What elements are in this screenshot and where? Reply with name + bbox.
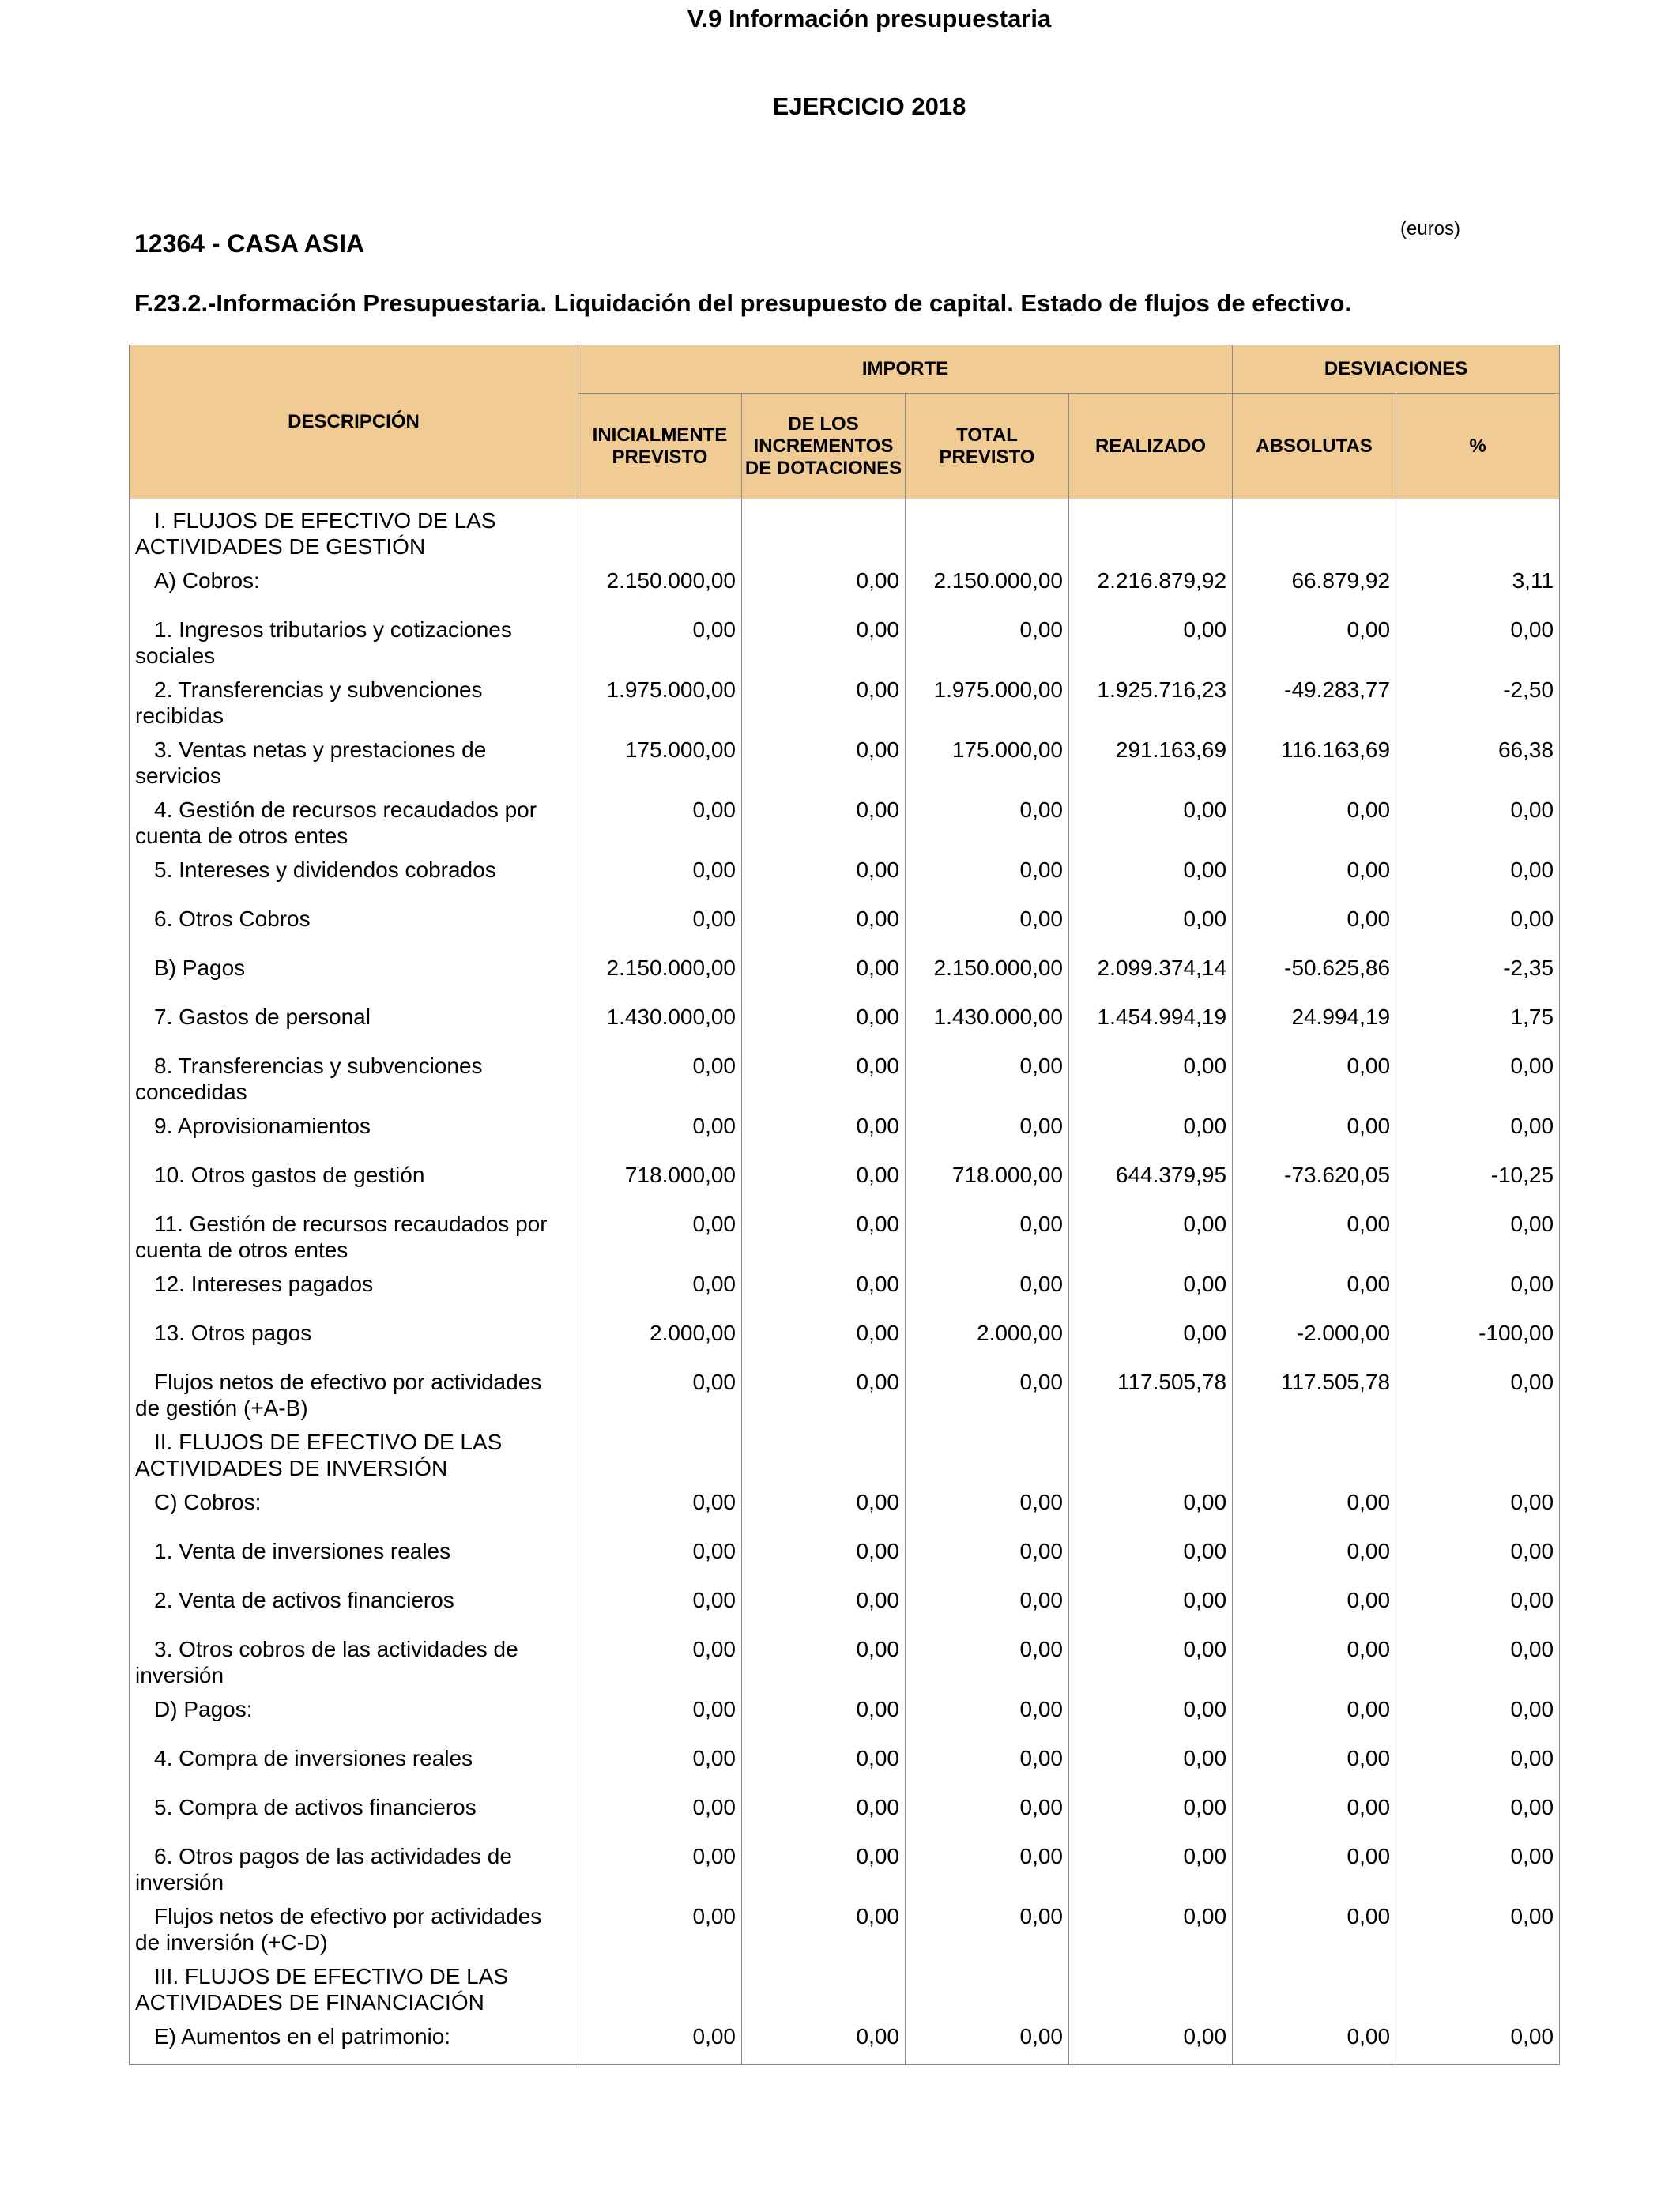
- cell-desviacion-porcentaje: 0,00: [1396, 1045, 1560, 1105]
- row-description-line: E) Aumentos en el patrimonio:: [154, 2024, 451, 2049]
- cell-inicialmente-previsto: 2.150.000,00: [578, 947, 742, 996]
- cell-desviacion-porcentaje: 3,11: [1396, 560, 1560, 609]
- cell-realizado: 0,00: [1069, 1312, 1233, 1361]
- cell-incrementos-dotaciones: 0,00: [742, 1737, 906, 1786]
- cell-realizado: 2.099.374,14: [1069, 947, 1233, 996]
- row-description-continuation: inversión: [135, 1663, 224, 1687]
- table-row: [130, 1312, 1560, 1361]
- cell-realizado: 291.163,69: [1069, 729, 1233, 789]
- cell-total-previsto: 1.975.000,00: [906, 669, 1069, 729]
- cell-inicialmente-previsto: 0,00: [578, 1579, 742, 1628]
- row-description-line: III. FLUJOS DE EFECTIVO DE LAS: [154, 1964, 509, 1989]
- cell-desviacion-absoluta: 0,00: [1233, 1688, 1396, 1737]
- cell-incrementos-dotaciones: 0,00: [742, 1688, 906, 1737]
- table-row: [130, 1579, 1560, 1628]
- header-realizado: REALIZADO: [1069, 394, 1233, 499]
- row-description-line: 6. Otros Cobros: [154, 907, 311, 931]
- row-description: [130, 1203, 578, 1263]
- cell-inicialmente-previsto: 0,00: [578, 1481, 742, 1530]
- cell-desviacion-absoluta: 0,00: [1233, 1203, 1396, 1263]
- cell-realizado: 0,00: [1069, 1105, 1233, 1154]
- header-descripcion: DESCRIPCIÓN: [130, 345, 578, 499]
- table-row: [130, 1688, 1560, 1737]
- row-description-line: Flujos netos de efectivo por actividades: [154, 1904, 542, 1928]
- cell-realizado: 0,00: [1069, 1688, 1233, 1737]
- row-description: [130, 898, 578, 947]
- cell-desviacion-porcentaje: 0,00: [1396, 1688, 1560, 1737]
- cell-desviacion-porcentaje: 0,00: [1396, 2015, 1560, 2065]
- table-row: [130, 2015, 1560, 2065]
- cell-inicialmente-previsto: 0,00: [578, 898, 742, 947]
- table-row: [130, 947, 1560, 996]
- table-row: [130, 1895, 1560, 1955]
- cell-desviacion-porcentaje: 0,00: [1396, 1628, 1560, 1688]
- cell-realizado: 0,00: [1069, 1579, 1233, 1628]
- table-header-row-groups: [130, 345, 1560, 394]
- row-description-line: 1. Ingresos tributarios y cotizaciones: [154, 617, 512, 642]
- table-row: [130, 1835, 1560, 1895]
- cell-desviacion-absoluta: 0,00: [1233, 898, 1396, 947]
- cell-desviacion-porcentaje: 0,00: [1396, 898, 1560, 947]
- cell-total-previsto: 175.000,00: [906, 729, 1069, 789]
- cell-total-previsto: 0,00: [906, 1786, 1069, 1835]
- cell-total-previsto: 0,00: [906, 1481, 1069, 1530]
- row-description-line: 6. Otros pagos de las actividades de: [154, 1844, 512, 1868]
- cell-incrementos-dotaciones: [742, 499, 906, 560]
- header-porcentaje: %: [1396, 394, 1560, 499]
- cell-total-previsto: 2.150.000,00: [906, 947, 1069, 996]
- cell-inicialmente-previsto: 0,00: [578, 2015, 742, 2065]
- row-description-line: 5. Compra de activos financieros: [154, 1795, 477, 1819]
- cell-desviacion-absoluta: 0,00: [1233, 1045, 1396, 1105]
- row-description-line: 3. Ventas netas y prestaciones de: [154, 737, 487, 762]
- table-row: [130, 560, 1560, 609]
- header-absolutas: ABSOLUTAS: [1233, 394, 1396, 499]
- cell-realizado: 0,00: [1069, 1895, 1233, 1955]
- row-description-continuation: recibidas: [135, 703, 224, 728]
- cell-desviacion-absoluta: 117.505,78: [1233, 1361, 1396, 1421]
- cell-realizado: 0,00: [1069, 1628, 1233, 1688]
- cell-desviacion-absoluta: 0,00: [1233, 1737, 1396, 1786]
- row-description: [130, 1421, 578, 1481]
- cell-inicialmente-previsto: 0,00: [578, 1895, 742, 1955]
- row-description: [130, 609, 578, 669]
- row-description: [130, 1361, 578, 1421]
- cell-incrementos-dotaciones: 0,00: [742, 1835, 906, 1895]
- row-description-continuation: sociales: [135, 643, 216, 668]
- row-description: [130, 1263, 578, 1312]
- row-description-line: 8. Transferencias y subvenciones: [154, 1054, 483, 1078]
- cell-desviacion-porcentaje: 0,00: [1396, 1895, 1560, 1955]
- row-description-line: 9. Aprovisionamientos: [154, 1114, 371, 1138]
- table-row: [130, 1263, 1560, 1312]
- row-description-line: 3. Otros cobros de las actividades de: [154, 1637, 518, 1661]
- cell-desviacion-absoluta: 0,00: [1233, 1895, 1396, 1955]
- cell-total-previsto: 0,00: [906, 1530, 1069, 1579]
- row-description-line: 10. Otros gastos de gestión: [154, 1163, 425, 1187]
- cell-desviacion-absoluta: 0,00: [1233, 609, 1396, 669]
- row-description-line: 13. Otros pagos: [154, 1321, 312, 1345]
- row-description: [130, 1530, 578, 1579]
- table-row: [130, 996, 1560, 1045]
- cell-total-previsto: 1.430.000,00: [906, 996, 1069, 1045]
- row-description: [130, 1045, 578, 1105]
- cell-realizado: [1069, 1955, 1233, 2015]
- table-row: [130, 1481, 1560, 1530]
- cell-desviacion-absoluta: 0,00: [1233, 849, 1396, 898]
- cell-incrementos-dotaciones: [742, 1955, 906, 2015]
- table-row: [130, 609, 1560, 669]
- cell-total-previsto: 0,00: [906, 1688, 1069, 1737]
- table-row: [130, 1421, 1560, 1481]
- cell-total-previsto: 0,00: [906, 1737, 1069, 1786]
- cell-realizado: [1069, 499, 1233, 560]
- cell-realizado: 117.505,78: [1069, 1361, 1233, 1421]
- row-description: [130, 947, 578, 996]
- row-description: [130, 996, 578, 1045]
- cell-incrementos-dotaciones: 0,00: [742, 609, 906, 669]
- cell-inicialmente-previsto: 0,00: [578, 789, 742, 849]
- cell-inicialmente-previsto: 1.430.000,00: [578, 996, 742, 1045]
- header-total-previsto: TOTAL PREVISTO: [906, 394, 1069, 499]
- cell-desviacion-absoluta: -50.625,86: [1233, 947, 1396, 996]
- cell-total-previsto: 0,00: [906, 1263, 1069, 1312]
- cell-realizado: 0,00: [1069, 1530, 1233, 1579]
- row-description-line: C) Cobros:: [154, 1490, 262, 1514]
- cell-total-previsto: 0,00: [906, 1628, 1069, 1688]
- cell-realizado: 0,00: [1069, 1045, 1233, 1105]
- cell-realizado: 0,00: [1069, 1786, 1233, 1835]
- cell-inicialmente-previsto: 0,00: [578, 609, 742, 669]
- cell-realizado: 644.379,95: [1069, 1154, 1233, 1203]
- cell-desviacion-porcentaje: 0,00: [1396, 1737, 1560, 1786]
- cell-total-previsto: 0,00: [906, 1203, 1069, 1263]
- currency-units: (euros): [1400, 218, 1461, 239]
- cell-realizado: 1.454.994,19: [1069, 996, 1233, 1045]
- cell-desviacion-absoluta: [1233, 499, 1396, 560]
- cell-incrementos-dotaciones: 0,00: [742, 1154, 906, 1203]
- row-description: [130, 849, 578, 898]
- cell-total-previsto: [906, 1421, 1069, 1481]
- cell-total-previsto: 0,00: [906, 849, 1069, 898]
- cell-desviacion-porcentaje: -2,35: [1396, 947, 1560, 996]
- row-description: [130, 1688, 578, 1737]
- cell-desviacion-absoluta: 0,00: [1233, 2015, 1396, 2065]
- cell-incrementos-dotaciones: 0,00: [742, 789, 906, 849]
- row-description: [130, 729, 578, 789]
- header-importe: IMPORTE: [578, 345, 1233, 394]
- cell-desviacion-absoluta: 0,00: [1233, 1530, 1396, 1579]
- cell-desviacion-absoluta: 0,00: [1233, 1105, 1396, 1154]
- cell-total-previsto: 0,00: [906, 1361, 1069, 1421]
- row-description-continuation: de gestión (+A-B): [135, 1396, 308, 1420]
- table-row: [130, 669, 1560, 729]
- cell-incrementos-dotaciones: 0,00: [742, 1786, 906, 1835]
- cell-desviacion-porcentaje: 0,00: [1396, 1786, 1560, 1835]
- cell-realizado: 0,00: [1069, 898, 1233, 947]
- row-description-line: II. FLUJOS DE EFECTIVO DE LAS: [154, 1430, 503, 1454]
- cell-total-previsto: 718.000,00: [906, 1154, 1069, 1203]
- table-row: [130, 1045, 1560, 1105]
- cell-total-previsto: 0,00: [906, 789, 1069, 849]
- cell-total-previsto: 0,00: [906, 1045, 1069, 1105]
- cell-realizado: 0,00: [1069, 1203, 1233, 1263]
- table-row: [130, 849, 1560, 898]
- cell-incrementos-dotaciones: 0,00: [742, 1203, 906, 1263]
- cell-realizado: 0,00: [1069, 1835, 1233, 1895]
- cell-total-previsto: 0,00: [906, 1835, 1069, 1895]
- table-row: [130, 1955, 1560, 2015]
- cell-inicialmente-previsto: 0,00: [578, 1203, 742, 1263]
- row-description: [130, 1895, 578, 1955]
- cash-flow-table: [129, 345, 1560, 2065]
- cell-desviacion-porcentaje: 1,75: [1396, 996, 1560, 1045]
- row-description: [130, 1312, 578, 1361]
- cell-inicialmente-previsto: 0,00: [578, 1737, 742, 1786]
- table-row: [130, 1361, 1560, 1421]
- cell-incrementos-dotaciones: 0,00: [742, 2015, 906, 2065]
- cell-incrementos-dotaciones: 0,00: [742, 1628, 906, 1688]
- row-description-continuation: ACTIVIDADES DE FINANCIACIÓN: [135, 1990, 484, 2015]
- cell-desviacion-porcentaje: 0,00: [1396, 789, 1560, 849]
- row-description-continuation: ACTIVIDADES DE INVERSIÓN: [135, 1456, 448, 1480]
- row-description-line: 5. Intereses y dividendos cobrados: [154, 858, 496, 882]
- row-description-line: Flujos netos de efectivo por actividades: [154, 1370, 542, 1394]
- cell-desviacion-porcentaje: 0,00: [1396, 1105, 1560, 1154]
- table-body: [130, 499, 1560, 2065]
- row-description: [130, 1628, 578, 1688]
- row-description: [130, 789, 578, 849]
- cell-desviacion-porcentaje: -10,25: [1396, 1154, 1560, 1203]
- row-description: [130, 560, 578, 609]
- row-description: [130, 1105, 578, 1154]
- cell-desviacion-porcentaje: [1396, 1421, 1560, 1481]
- cell-inicialmente-previsto: 0,00: [578, 1361, 742, 1421]
- cell-inicialmente-previsto: 175.000,00: [578, 729, 742, 789]
- row-description-continuation: cuenta de otros entes: [135, 824, 348, 848]
- header-inicialmente-previsto: INICIALMENTE PREVISTO: [578, 394, 742, 499]
- cell-desviacion-absoluta: [1233, 1421, 1396, 1481]
- table-row: [130, 1530, 1560, 1579]
- cell-desviacion-porcentaje: 0,00: [1396, 1530, 1560, 1579]
- page-title: V.9 Información presupuestaria: [687, 5, 1052, 32]
- cell-desviacion-porcentaje: -100,00: [1396, 1312, 1560, 1361]
- cell-desviacion-absoluta: -49.283,77: [1233, 669, 1396, 729]
- cell-desviacion-absoluta: 0,00: [1233, 1628, 1396, 1688]
- cell-inicialmente-previsto: 0,00: [578, 849, 742, 898]
- cell-inicialmente-previsto: 2.000,00: [578, 1312, 742, 1361]
- cell-incrementos-dotaciones: 0,00: [742, 898, 906, 947]
- cell-inicialmente-previsto: 2.150.000,00: [578, 560, 742, 609]
- cell-inicialmente-previsto: 0,00: [578, 1263, 742, 1312]
- fiscal-year-heading: EJERCICIO 2018: [772, 92, 966, 120]
- cell-total-previsto: 0,00: [906, 2015, 1069, 2065]
- cell-incrementos-dotaciones: 0,00: [742, 1481, 906, 1530]
- cell-incrementos-dotaciones: 0,00: [742, 947, 906, 996]
- row-description-continuation: servicios: [135, 763, 221, 788]
- cell-inicialmente-previsto: [578, 1421, 742, 1481]
- row-description-continuation: concedidas: [135, 1080, 247, 1104]
- cell-realizado: 0,00: [1069, 1737, 1233, 1786]
- row-description: [130, 669, 578, 729]
- cell-realizado: 0,00: [1069, 609, 1233, 669]
- report-title: F.23.2.-Información Presupuestaria. Liquidación del presupuesto de capital. Estado de flujos de efectivo.: [134, 289, 1352, 317]
- cell-desviacion-porcentaje: 0,00: [1396, 1361, 1560, 1421]
- table-row: [130, 1203, 1560, 1263]
- row-description: [130, 1786, 578, 1835]
- cell-desviacion-porcentaje: 0,00: [1396, 1835, 1560, 1895]
- cell-realizado: [1069, 1421, 1233, 1481]
- cell-incrementos-dotaciones: 0,00: [742, 560, 906, 609]
- cell-total-previsto: 0,00: [906, 1579, 1069, 1628]
- cell-desviacion-porcentaje: 0,00: [1396, 849, 1560, 898]
- cell-incrementos-dotaciones: 0,00: [742, 1579, 906, 1628]
- row-description: [130, 499, 578, 560]
- cell-incrementos-dotaciones: 0,00: [742, 1105, 906, 1154]
- cell-desviacion-porcentaje: 0,00: [1396, 609, 1560, 669]
- cell-total-previsto: [906, 1955, 1069, 2015]
- row-description-line: 4. Compra de inversiones reales: [154, 1746, 473, 1770]
- cell-realizado: 0,00: [1069, 1481, 1233, 1530]
- table-row: [130, 1737, 1560, 1786]
- cell-desviacion-absoluta: 0,00: [1233, 1835, 1396, 1895]
- header-incrementos-dotaciones: DE LOS INCREMENTOS DE DOTACIONES: [742, 394, 906, 499]
- cell-total-previsto: [906, 499, 1069, 560]
- cell-desviacion-porcentaje: [1396, 1955, 1560, 2015]
- cell-desviacion-absoluta: 116.163,69: [1233, 729, 1396, 789]
- cell-incrementos-dotaciones: 0,00: [742, 996, 906, 1045]
- row-description-line: 4. Gestión de recursos recaudados por: [154, 797, 537, 822]
- table-row: [130, 789, 1560, 849]
- cell-desviacion-porcentaje: 0,00: [1396, 1203, 1560, 1263]
- cell-desviacion-absoluta: 0,00: [1233, 1263, 1396, 1312]
- cell-inicialmente-previsto: [578, 499, 742, 560]
- cell-desviacion-absoluta: -2.000,00: [1233, 1312, 1396, 1361]
- row-description-line: 7. Gastos de personal: [154, 1005, 371, 1029]
- row-description-continuation: ACTIVIDADES DE GESTIÓN: [135, 534, 426, 559]
- cell-incrementos-dotaciones: 0,00: [742, 729, 906, 789]
- cell-inicialmente-previsto: 0,00: [578, 1628, 742, 1688]
- cell-desviacion-porcentaje: 66,38: [1396, 729, 1560, 789]
- cell-inicialmente-previsto: 0,00: [578, 1530, 742, 1579]
- row-description-line: 12. Intereses pagados: [154, 1272, 374, 1296]
- row-description-line: 11. Gestión de recursos recaudados por: [154, 1212, 548, 1236]
- row-description-line: 2. Venta de activos financieros: [154, 1588, 454, 1612]
- cell-desviacion-absoluta: -73.620,05: [1233, 1154, 1396, 1203]
- row-description: [130, 1955, 578, 2015]
- row-description-line: I. FLUJOS DE EFECTIVO DE LAS: [154, 508, 496, 533]
- cell-incrementos-dotaciones: 0,00: [742, 669, 906, 729]
- cell-incrementos-dotaciones: 0,00: [742, 849, 906, 898]
- cell-realizado: 1.925.716,23: [1069, 669, 1233, 729]
- row-description-line: 1. Venta de inversiones reales: [154, 1539, 451, 1563]
- row-description: [130, 1835, 578, 1895]
- cell-desviacion-absoluta: 0,00: [1233, 1579, 1396, 1628]
- cell-desviacion-absoluta: [1233, 1955, 1396, 2015]
- cell-desviacion-absoluta: 0,00: [1233, 1481, 1396, 1530]
- header-desviaciones: DESVIACIONES: [1233, 345, 1560, 394]
- cell-incrementos-dotaciones: 0,00: [742, 1263, 906, 1312]
- cell-inicialmente-previsto: 1.975.000,00: [578, 669, 742, 729]
- cell-desviacion-absoluta: 66.879,92: [1233, 560, 1396, 609]
- row-description-continuation: inversión: [135, 1870, 224, 1894]
- cell-realizado: 0,00: [1069, 2015, 1233, 2065]
- table-row: [130, 898, 1560, 947]
- cell-inicialmente-previsto: 0,00: [578, 1835, 742, 1895]
- row-description: [130, 1579, 578, 1628]
- row-description: [130, 1154, 578, 1203]
- cell-inicialmente-previsto: 0,00: [578, 1045, 742, 1105]
- cell-inicialmente-previsto: 0,00: [578, 1105, 742, 1154]
- cell-desviacion-porcentaje: 0,00: [1396, 1263, 1560, 1312]
- cell-desviacion-absoluta: 0,00: [1233, 1786, 1396, 1835]
- table-row: [130, 1786, 1560, 1835]
- cell-realizado: 0,00: [1069, 1263, 1233, 1312]
- cell-desviacion-absoluta: 24.994,19: [1233, 996, 1396, 1045]
- cell-total-previsto: 2.000,00: [906, 1312, 1069, 1361]
- cell-desviacion-porcentaje: -2,50: [1396, 669, 1560, 729]
- cell-inicialmente-previsto: [578, 1955, 742, 2015]
- table-row: [130, 499, 1560, 560]
- cell-inicialmente-previsto: 718.000,00: [578, 1154, 742, 1203]
- table-row: [130, 729, 1560, 789]
- row-description-line: 2. Transferencias y subvenciones: [154, 677, 483, 702]
- row-description-line: B) Pagos: [154, 956, 246, 980]
- row-description-continuation: de inversión (+C-D): [135, 1930, 328, 1955]
- table-row: [130, 1628, 1560, 1688]
- cell-desviacion-porcentaje: 0,00: [1396, 1579, 1560, 1628]
- cell-inicialmente-previsto: 0,00: [578, 1688, 742, 1737]
- cell-inicialmente-previsto: 0,00: [578, 1786, 742, 1835]
- table-row: [130, 1105, 1560, 1154]
- cell-total-previsto: 2.150.000,00: [906, 560, 1069, 609]
- row-description-line: D) Pagos:: [154, 1697, 253, 1721]
- cell-desviacion-porcentaje: [1396, 499, 1560, 560]
- cell-total-previsto: 0,00: [906, 1895, 1069, 1955]
- row-description-continuation: cuenta de otros entes: [135, 1238, 348, 1262]
- cell-incrementos-dotaciones: 0,00: [742, 1361, 906, 1421]
- cell-realizado: 0,00: [1069, 789, 1233, 849]
- table-row: [130, 1154, 1560, 1203]
- row-description: [130, 2015, 578, 2065]
- entity-name: 12364 - CASA ASIA: [134, 229, 365, 258]
- cell-desviacion-absoluta: 0,00: [1233, 789, 1396, 849]
- cell-incrementos-dotaciones: 0,00: [742, 1895, 906, 1955]
- cell-realizado: 2.216.879,92: [1069, 560, 1233, 609]
- row-description-line: A) Cobros:: [154, 568, 260, 593]
- cell-total-previsto: 0,00: [906, 898, 1069, 947]
- cell-incrementos-dotaciones: 0,00: [742, 1530, 906, 1579]
- cell-realizado: 0,00: [1069, 849, 1233, 898]
- row-description: [130, 1481, 578, 1530]
- cell-total-previsto: 0,00: [906, 609, 1069, 669]
- cell-incrementos-dotaciones: [742, 1421, 906, 1481]
- cell-incrementos-dotaciones: 0,00: [742, 1312, 906, 1361]
- cell-total-previsto: 0,00: [906, 1105, 1069, 1154]
- cell-desviacion-porcentaje: 0,00: [1396, 1481, 1560, 1530]
- cell-incrementos-dotaciones: 0,00: [742, 1045, 906, 1105]
- row-description: [130, 1737, 578, 1786]
